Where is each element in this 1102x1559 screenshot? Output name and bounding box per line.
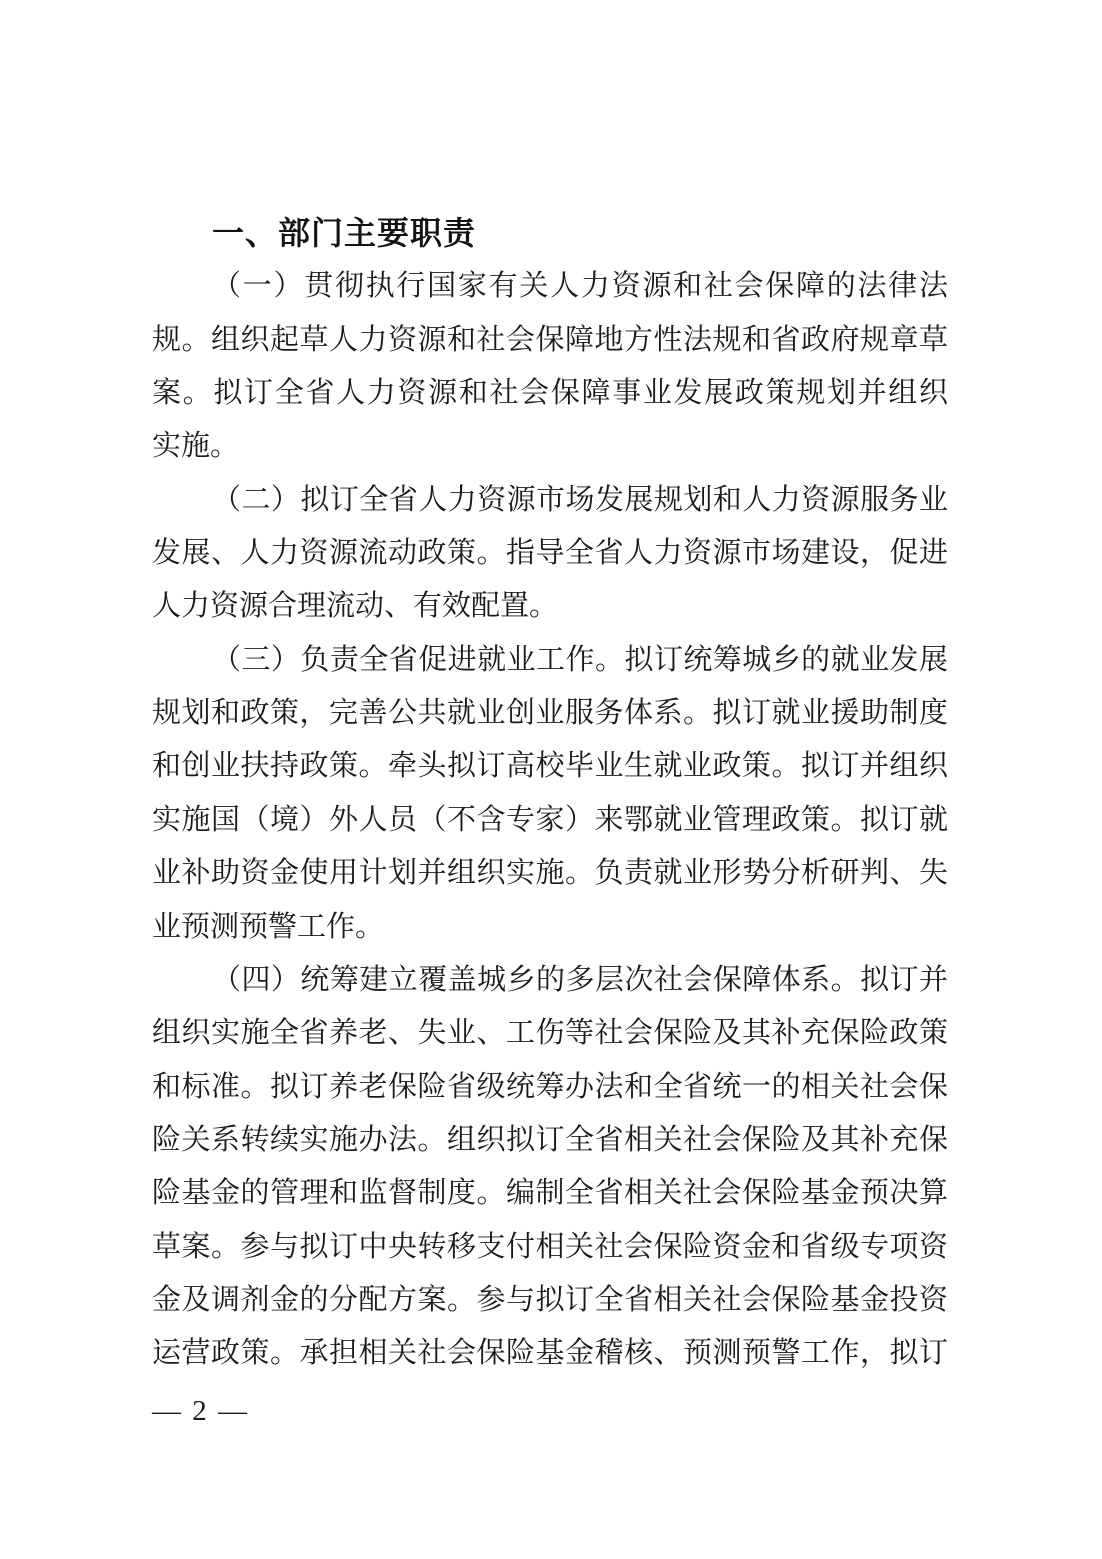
text-line-p3-3: 和创业扶持政策。牵头拟订高校毕业生就业政策。拟订并组织 xyxy=(152,750,948,783)
text-line-p2-3: 人力资源合理流动、有效配置。 xyxy=(152,590,559,623)
text-line-p3-5: 业补助资金使用计划并组织实施。负责就业形势分析研判、失 xyxy=(152,857,948,890)
text-line-p3-4: 实施国（境）外人员（不含专家）来鄂就业管理政策。拟订就 xyxy=(152,803,948,836)
text-line-p4-6: 草案。参与拟订中央转移支付相关社会保险资金和省级专项资 xyxy=(152,1230,948,1263)
text-line-p1-2: 规。组织起草人力资源和社会保障地方性法规和省政府规章草 xyxy=(152,323,948,356)
text-line-p4-8: 运营政策。承担相关社会保险基金稽核、预测预警工作，拟订 xyxy=(152,1337,948,1370)
text-line-p3-2: 规划和政策，完善公共就业创业服务体系。拟订就业援助制度 xyxy=(152,697,948,730)
text-line-p4-7: 金及调剂金的分配方案。参与拟订全省相关社会保险基金投资 xyxy=(152,1283,948,1316)
page-number: — 2 — xyxy=(152,1395,249,1427)
section-heading: 一、部门主要职责 xyxy=(212,215,477,251)
document-body xyxy=(152,207,948,1381)
text-line-p4-5: 险基金的管理和监督制度。编制全省相关社会保险基金预决算 xyxy=(152,1177,948,1210)
text-line-p4-2: 组织实施全省养老、失业、工伤等社会保险及其补充保险政策 xyxy=(152,1017,948,1050)
text-line-p1-3: 案。拟订全省人力资源和社会保障事业发展政策规划并组织 xyxy=(152,377,948,410)
paragraphs-container xyxy=(152,260,948,1380)
text-line-p1-1: （一）贯彻执行国家有关人力资源和社会保障的法律法 xyxy=(212,270,948,303)
text-line-p4-4: 险关系转续实施办法。组织拟订全省相关社会保险及其补充保 xyxy=(152,1123,948,1156)
text-line-p1-4: 实施。 xyxy=(152,430,240,463)
text-line-p3-1: （三）负责全省促进就业工作。拟订统筹城乡的就业发展 xyxy=(212,643,948,676)
text-line-p2-1: （二）拟订全省人力资源市场发展规划和人力资源服务业 xyxy=(212,483,948,516)
text-line-p3-6: 业预测预警工作。 xyxy=(152,910,385,943)
text-line-p2-2: 发展、人力资源流动政策。指导全省人力资源市场建设，促进 xyxy=(152,537,948,570)
text-line-p4-3: 和标准。拟订养老保险省级统筹办法和全省统一的相关社会保 xyxy=(152,1070,948,1103)
text-line-p4-1: （四）统筹建立覆盖城乡的多层次社会保障体系。拟订并 xyxy=(212,963,948,996)
